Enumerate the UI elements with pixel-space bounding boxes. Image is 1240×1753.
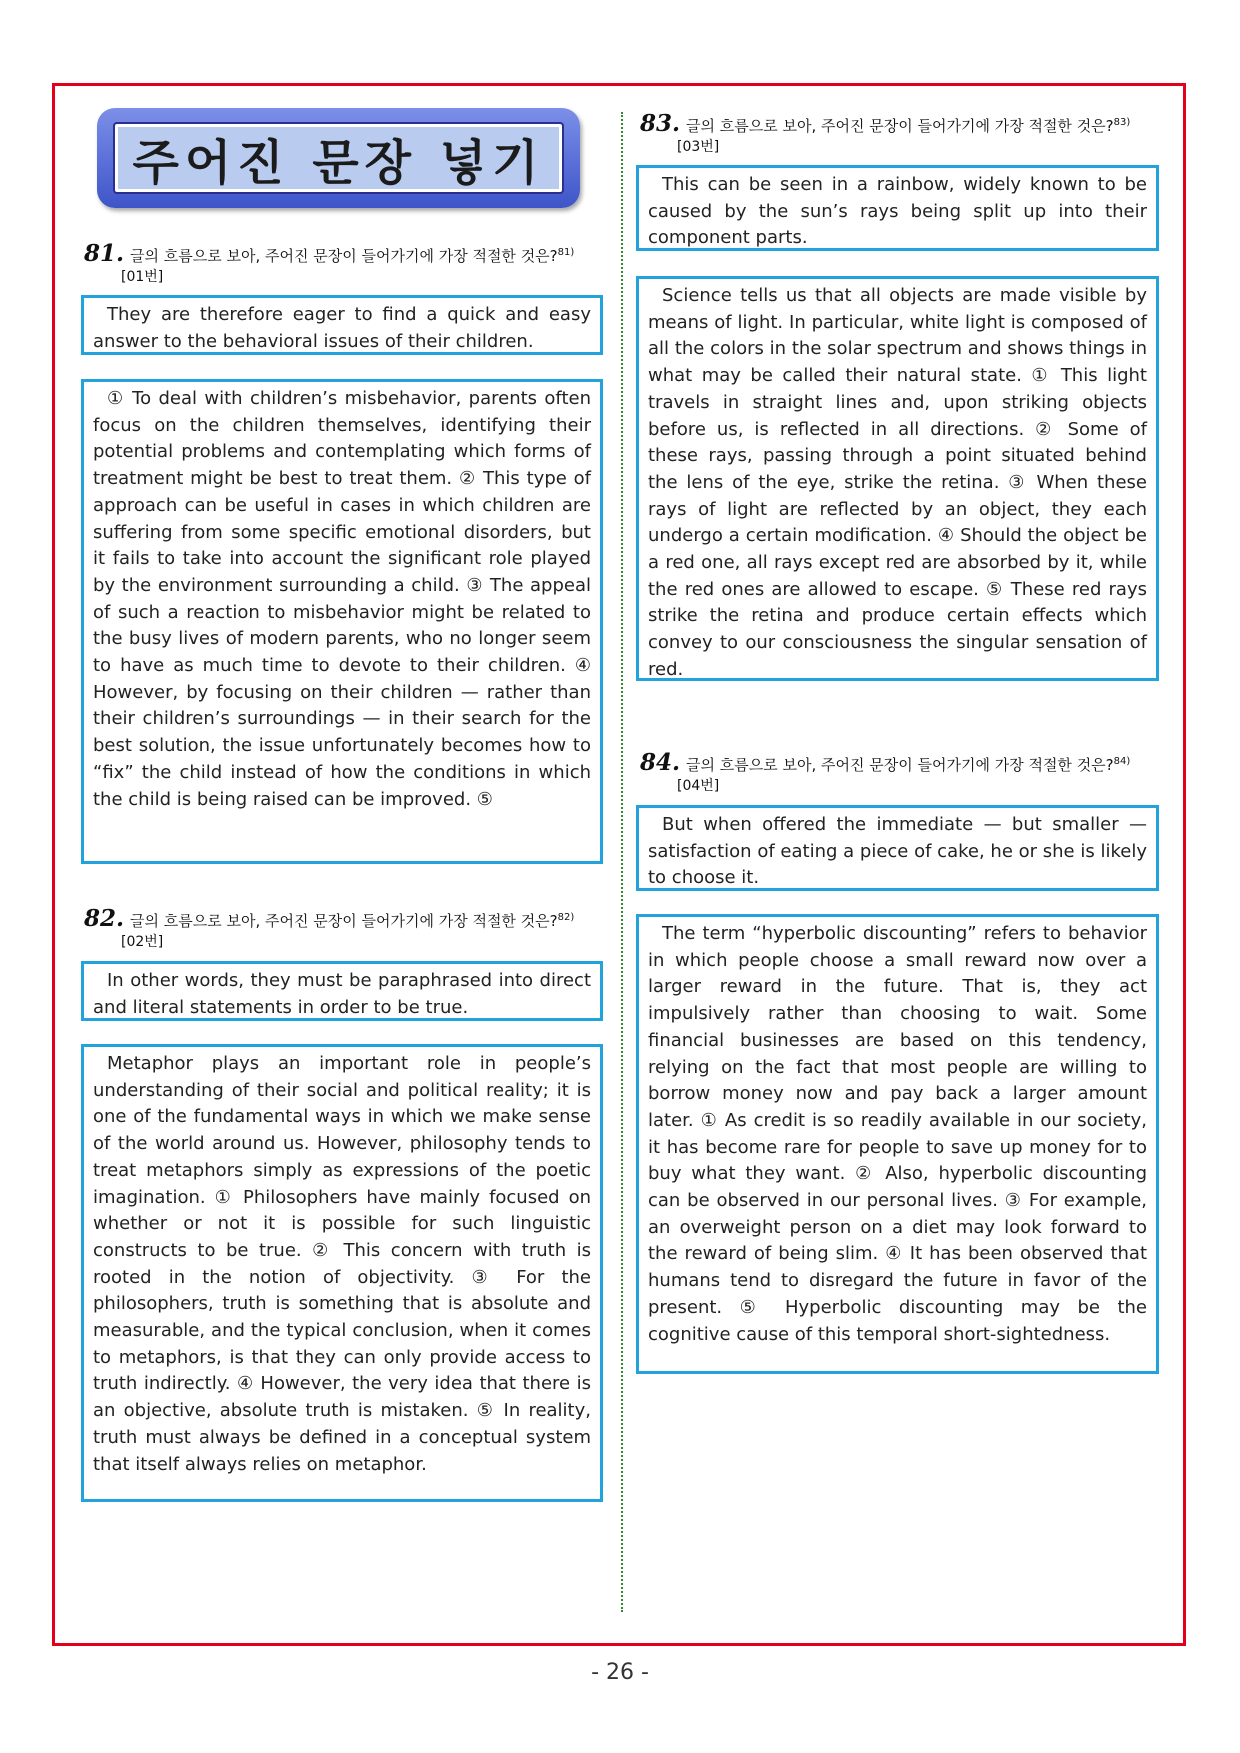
given-sentence-box-83: This can be seen in a rainbow, widely known to be caused by the sun’s rays being split up into their component parts. (636, 165, 1159, 251)
question-number: 81. (84, 240, 125, 267)
question-81-header (84, 240, 575, 287)
passage-box-84: The term “hyperbolic discounting” refers to behavior in which people choose a small reward now over a larger reward in the future. That is, they act impulsively rather than choosing to wait. Some financial businesses are based on this tendency, relying on the fact that most people are willing to borrow money now and pay back a larger amount later. ① As credit is so readily available in our society, it has become rare for people to save up money for to buy what they want. ② Also, hyperbolic discounting can be observed in our personal lives. ③ For example, an overweight person on a diet may look forward to the reward of being slim. ④ It has been observed that humans tend to disregard the future in favor of the present. ⑤ Hyperbolic discounting may be the cognitive cause of this temporal short-sightedness. (636, 914, 1159, 1374)
question-84-header (640, 749, 1131, 796)
passage-box-82: Metaphor plays an important role in people’s understanding of their social and political reality; it is one of the fundamental ways in which we make sense of the world around us. However, philosophy tends to treat metaphors simply as expressions of the poetic imagination. ① Philosophers have mainly focused on whether or not it is possible for such linguistic constructs to be true. ② This concern with truth is rooted in the notion of objectivity. ③ For the philosophers, truth is something that is absolute and measurable, and the typical conclusion, when it comes to metaphors, is that they can only provide access to truth indirectly. ④ However, the very idea that there is an objective, absolute truth is mistaken. ⑤ In reality, truth must always be defined in a conceptual system that itself always relies on metaphor. (81, 1044, 603, 1502)
section-title-banner (97, 108, 580, 208)
given-sentence-box-82: In other words, they must be paraphrased into direct and literal statements in order to be true. (81, 961, 603, 1021)
question-code: [03번] (677, 139, 720, 155)
section-title: 주어진 문장 넣기 (132, 134, 545, 191)
question-prompt: 글의 흐름으로 보아, 주어진 문장이 들어가기에 가장 적절한 것은? (686, 117, 1114, 135)
passage-box-81: ① To deal with children’s misbehavior, parents often focus on the children themselves, identifying their potential problems and contemplating which forms of treatment might be best to treat them. ② This type of approach can be useful in cases in which children are suffering from some specific emotional disorders, but it fails to take into account the significant role played by the environment surrounding a child. ③ The appeal of such a reaction to misbehavior might be related to the busy lives of modern parents, who no longer seem to have as much time to devote to their children. ④ However, by focusing on their children — rather than their children’s surroundings — in their search for the best solution, the issue unfortunately becomes how to “fix” the child instead of how the conditions in which the child is being raised can be improved. ⑤ (81, 379, 603, 864)
question-code: [01번] (121, 269, 164, 285)
question-prompt: 글의 흐름으로 보아, 주어진 문장이 들어가기에 가장 적절한 것은? (686, 756, 1114, 774)
footnote-marker: 83) (1113, 117, 1131, 128)
question-83-header (640, 110, 1131, 157)
question-code: [04번] (677, 778, 720, 794)
page-number: - 26 - (591, 1660, 649, 1685)
passage-box-83: Science tells us that all objects are made visible by means of light. In particular, white light is composed of all the colors in the solar spectrum and shows things in what may be called their natural state. ① This light travels in straight lines and, upon striking objects before us, is reflected in all directions. ② Some of these rays, passing through a point situated behind the lens of the eye, strike the retina. ③ When these rays of light are reflected by an object, they each undergo a certain modification. ④ Should the object be a red one, all rays except red are absorbed by it, while the red ones are allowed to escape. ⑤ These red rays strike the retina and produce certain effects which convey to our consciousness the singular sensation of red. (636, 276, 1159, 681)
column-divider (621, 112, 623, 1612)
question-82-header (84, 905, 575, 952)
footnote-marker: 81) (557, 247, 575, 258)
given-sentence-box-84: But when offered the immediate — but smaller — satisfaction of eating a piece of cake, he or she is likely to choose it. (636, 805, 1159, 891)
question-code: [02번] (121, 934, 164, 950)
question-number: 82. (84, 905, 125, 932)
section-title-panel (113, 122, 564, 194)
question-prompt: 글의 흐름으로 보아, 주어진 문장이 들어가기에 가장 적절한 것은? (130, 247, 558, 265)
given-sentence-box-81: They are therefore eager to find a quick and easy answer to the behavioral issues of their children. (81, 295, 603, 355)
footnote-marker: 82) (557, 912, 575, 923)
question-number: 83. (640, 110, 681, 137)
footnote-marker: 84) (1113, 756, 1131, 767)
question-number: 84. (640, 749, 681, 776)
question-prompt: 글의 흐름으로 보아, 주어진 문장이 들어가기에 가장 적절한 것은? (130, 912, 558, 930)
